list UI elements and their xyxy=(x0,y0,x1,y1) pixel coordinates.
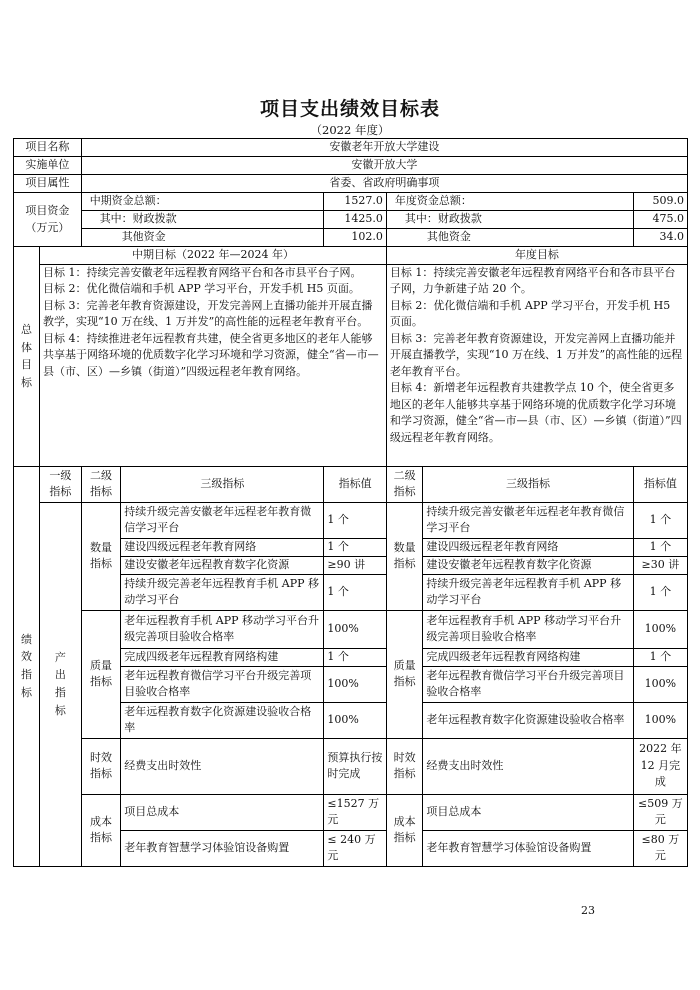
year-z1: 老年远程教育手机 APP 移动学习平台升级完善项目验收合格率 xyxy=(423,610,633,648)
unit-value: 安徽开放大学 xyxy=(81,157,687,175)
row-goals-body xyxy=(14,264,688,466)
table-row xyxy=(14,502,688,538)
mid-q1: 持续升级完善安徽老年远程老年教育微信学习平台 xyxy=(121,502,324,538)
year-goals-text: 目标 1：持续完善安徽老年远程教育网络平台和各市县平台子网，力争新建子站 20 个。 目标 2：优化微信端和手机 APP 学习平台，开发手机 H5 页面。 目标 3：完善老年教育资源建设，开发完善网上直播功能并开展直播教学，实现“10 万在线、1 万并发”的高性能的远程老年教育平台。 目标 4：新增老年远程教育共建教学点 10 个，使全省更多地区的老年人能够共享基于网络环境的优质数字化学习环境和学习资源，健全“省—市—县（市、区）—乡镇（街道）”四级远程老年教育网络。 xyxy=(386,264,687,466)
funds-label-line2: （万元） xyxy=(25,220,70,234)
mid-z1-value: 100% xyxy=(324,610,387,648)
cost-label: 成本 指标 xyxy=(81,794,121,866)
row-implementing-unit xyxy=(14,157,688,175)
year-q3-value: ≥30 讲 xyxy=(633,556,687,574)
mid-total-label: 中期资金总额： xyxy=(81,193,324,211)
year-other-value: 34.0 xyxy=(633,229,687,247)
table-row xyxy=(14,794,688,830)
mid-fiscal-label: 其中：财政拨款 xyxy=(81,211,324,229)
year-other-label: 其他资金 xyxy=(386,229,633,247)
year-level2-header: 二级 指标 xyxy=(386,466,422,502)
value-header: 指标值 xyxy=(324,466,387,502)
mid-q3: 建设安徽老年远程教育数字化资源 xyxy=(121,556,324,574)
year-c2: 老年教育智慧学习体验馆设备购置 xyxy=(423,830,633,866)
year-z3: 老年远程教育微信学习平台升级完善项目验收合格率 xyxy=(423,666,633,702)
year-fiscal-value: 475.0 xyxy=(633,211,687,229)
year-z4: 老年远程教育数字化资源建设验收合格率 xyxy=(423,702,633,738)
mid-z2-value: 1 个 xyxy=(324,648,387,666)
mid-q4-value: 1 个 xyxy=(324,574,387,610)
fiscal-year: （2022 年度） xyxy=(310,123,390,137)
funds-label xyxy=(14,193,82,247)
mid-other-label: 其他资金 xyxy=(81,229,324,247)
year-q3: 建设安徽老年远程教育数字化资源 xyxy=(423,556,633,574)
row-project-name xyxy=(14,139,688,157)
performance-table xyxy=(13,138,688,867)
mid-t1-value: 预算执行按时完成 xyxy=(324,738,387,794)
row-funds-other xyxy=(14,229,688,247)
table-row xyxy=(14,610,688,648)
year-q2-value: 1 个 xyxy=(633,538,687,556)
year-cost-label: 成本 指标 xyxy=(386,794,422,866)
mid-q2: 建设四级远程老年教育网络 xyxy=(121,538,324,556)
year-fiscal-label: 其中：财政拨款 xyxy=(386,211,633,229)
year-t1-value: 2022 年 12 月完成 xyxy=(633,738,687,794)
mid-q4: 持续升级完善老年远程教育手机 APP 移动学习平台 xyxy=(121,574,324,610)
year-timeliness-label: 时效 指标 xyxy=(386,738,422,794)
level1-header: 一级 指标 xyxy=(40,466,82,502)
year-t1: 经费支出时效性 xyxy=(423,738,633,794)
row-goals-header xyxy=(14,247,688,265)
mid-goals-text: 目标 1：持续完善安徽老年远程教育网络平台和各市县平台子网。 目标 2：优化微信端和手机 APP 学习平台，开发手机 H5 页面。 目标 3：完善老年教育资源建设，开发完善网上直播功能并开展直播教学，实现“10 万在线、1 万并发”的高性能的远程老年教育平台。 目标 4：持续推进老年远程教育共建，使全省更多地区的老年人能够共享基于网络环境的优质数字化学习环境和学习资源，健全“省—市—县（市、区）—乡镇（街道）”四级远程老年教育网络。 xyxy=(40,264,387,466)
document-title: 项目支出绩效目标表 xyxy=(259,98,440,120)
quantity-label: 数量 指标 xyxy=(81,502,121,610)
mid-z2: 完成四级老年远程教育网络构建 xyxy=(121,648,324,666)
mid-fiscal-value: 1425.0 xyxy=(324,211,387,229)
year-q4-value: 1 个 xyxy=(633,574,687,610)
mid-other-value: 102.0 xyxy=(324,229,387,247)
unit-label: 实施单位 xyxy=(14,157,82,175)
project-name-value: 安徽老年开放大学建设 xyxy=(81,139,687,157)
year-value-header: 指标值 xyxy=(633,466,687,502)
year-goals-header: 年度目标 xyxy=(386,247,687,265)
level3-header: 三级指标 xyxy=(121,466,324,502)
year-q1: 持续升级完善安徽老年远程老年教育微信学习平台 xyxy=(423,502,633,538)
year-quality-label: 质量 指标 xyxy=(386,610,422,738)
overall-goals-label: 总 体 目 标 xyxy=(14,247,40,467)
mid-z3: 老年远程教育微信学习平台升级完善项目验收合格率 xyxy=(121,666,324,702)
mid-c1: 项目总成本 xyxy=(121,794,324,830)
year-c1: 项目总成本 xyxy=(423,794,633,830)
year-z2-value: 1 个 xyxy=(633,648,687,666)
mid-q1-value: 1 个 xyxy=(324,502,387,538)
year-q4: 持续升级完善老年远程教育手机 APP 移动学习平台 xyxy=(423,574,633,610)
level2-header: 二级 指标 xyxy=(81,466,121,502)
year-total-value: 509.0 xyxy=(633,193,687,211)
mid-z1: 老年远程教育手机 APP 移动学习平台升级完善项目验收合格率 xyxy=(121,610,324,648)
year-z1-value: 100% xyxy=(633,610,687,648)
row-indicator-header xyxy=(14,466,688,502)
year-c1-value: ≤509 万元 xyxy=(633,794,687,830)
attr-value: 省委、省政府明确事项 xyxy=(81,175,687,193)
mid-z4: 老年远程教育数字化资源建设验收合格率 xyxy=(121,702,324,738)
mid-c2: 老年教育智慧学习体验馆设备购置 xyxy=(121,830,324,866)
mid-q3-value: ≥90 讲 xyxy=(324,556,387,574)
mid-goals-header: 中期目标（2022 年—2024 年） xyxy=(40,247,387,265)
performance-indicators-label: 绩 效 指 标 xyxy=(14,466,40,866)
page-number: 23 xyxy=(581,904,595,917)
year-total-label: 年度资金总额： xyxy=(386,193,633,211)
year-c2-value: ≤80 万元 xyxy=(633,830,687,866)
mid-z4-value: 100% xyxy=(324,702,387,738)
row-funds-total xyxy=(14,193,688,211)
mid-q2-value: 1 个 xyxy=(324,538,387,556)
year-level3-header: 三级指标 xyxy=(423,466,633,502)
output-indicators-label: 产 出 指 标 xyxy=(40,502,82,866)
timeliness-label: 时效 指标 xyxy=(81,738,121,794)
year-q2: 建设四级远程老年教育网络 xyxy=(423,538,633,556)
table-row xyxy=(14,738,688,794)
project-name-label: 项目名称 xyxy=(14,139,82,157)
attr-label: 项目属性 xyxy=(14,175,82,193)
row-funds-fiscal xyxy=(14,211,688,229)
year-z4-value: 100% xyxy=(633,702,687,738)
mid-z3-value: 100% xyxy=(324,666,387,702)
row-project-attribute xyxy=(14,175,688,193)
year-z3-value: 100% xyxy=(633,666,687,702)
mid-t1: 经费支出时效性 xyxy=(121,738,324,794)
quality-label: 质量 指标 xyxy=(81,610,121,738)
year-quantity-label: 数量 指标 xyxy=(386,502,422,610)
mid-c2-value: ≤ 240 万元 xyxy=(324,830,387,866)
mid-total-value: 1527.0 xyxy=(324,193,387,211)
mid-c1-value: ≤1527 万元 xyxy=(324,794,387,830)
funds-label-line1: 项目资金 xyxy=(25,204,70,217)
year-q1-value: 1 个 xyxy=(633,502,687,538)
year-z2: 完成四级老年远程教育网络构建 xyxy=(423,648,633,666)
